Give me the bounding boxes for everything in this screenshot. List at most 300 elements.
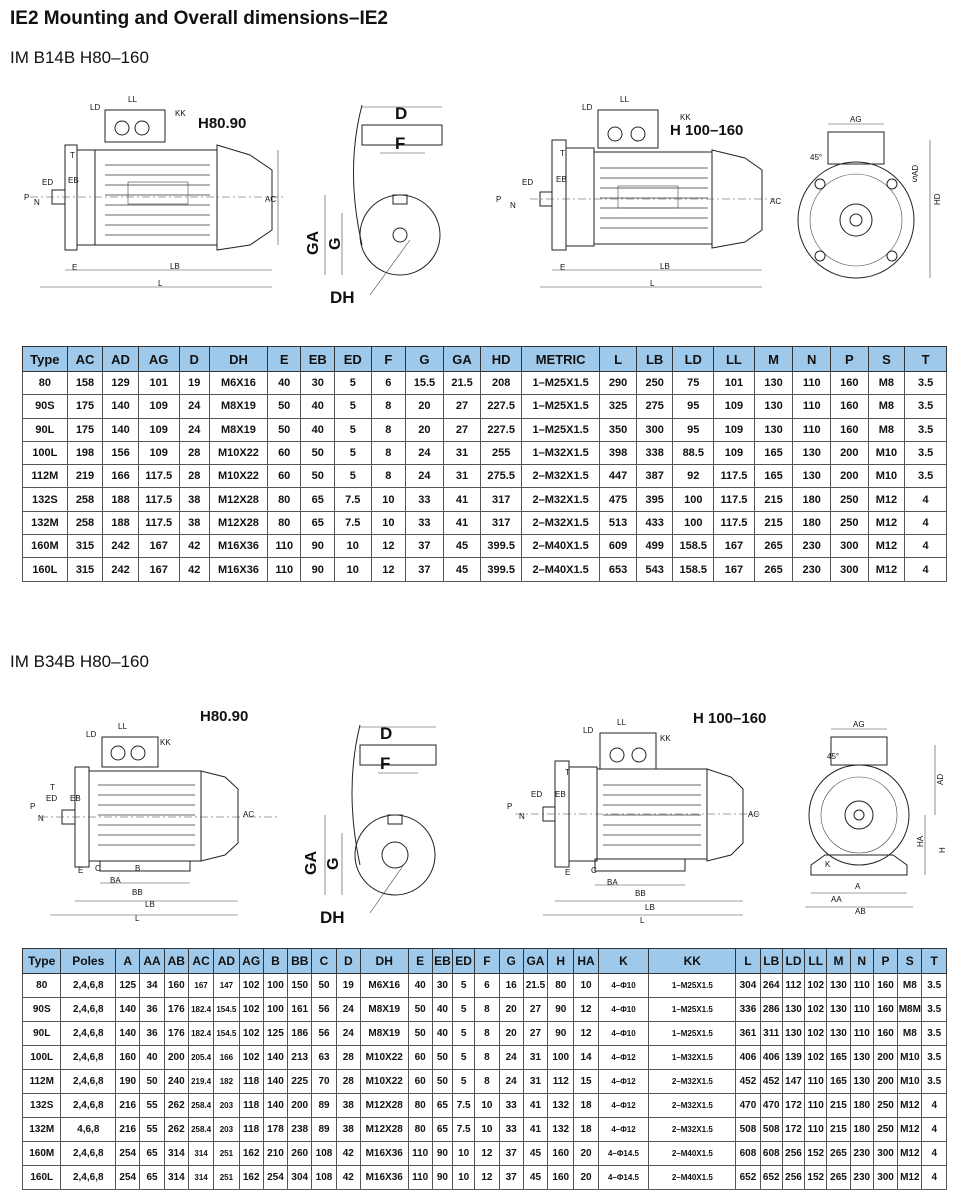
table-row [23, 465, 947, 488]
table-cell: 200 [831, 465, 869, 488]
dim-label-d: D [395, 104, 408, 123]
dim-label-f: F [395, 134, 406, 153]
dim-label-ac: AC [265, 195, 277, 204]
table-cell: 110 [267, 535, 301, 558]
table-cell: 15 [574, 1070, 598, 1094]
table-cell: 160M [23, 1142, 61, 1166]
table-cell: 130 [850, 1070, 873, 1094]
table-cell: 40 [301, 418, 335, 441]
table-cell: 5 [334, 372, 371, 395]
table-cell: 42 [336, 1142, 360, 1166]
column-header: AC [67, 347, 103, 372]
table-cell: 4 [922, 1118, 947, 1142]
column-header: D [179, 347, 209, 372]
table-cell: 100 [263, 998, 287, 1022]
table-cell: 4,6,8 [61, 1118, 116, 1142]
table-cell: 140 [103, 418, 139, 441]
table-cell: 108 [312, 1142, 336, 1166]
table-cell: 162 [239, 1142, 263, 1166]
column-header: F [475, 949, 499, 974]
table-cell: 160 [873, 1022, 897, 1046]
column-header: AD [103, 347, 139, 372]
table-cell: 75 [673, 372, 714, 395]
table-cell: 160L [23, 558, 68, 581]
table-cell: 2–M32X1.5 [522, 511, 600, 534]
table-cell: 118 [239, 1070, 263, 1094]
dim-label-ag: AG [853, 720, 865, 729]
b34-small-size-label: H80.90 [200, 708, 249, 725]
b34-shaft-end-drawing [300, 715, 460, 930]
table-row [23, 488, 947, 511]
table-cell: 2,4,6,8 [61, 998, 116, 1022]
table-cell: 42 [179, 535, 209, 558]
table-cell: 350 [600, 418, 637, 441]
table-cell: 166 [103, 465, 139, 488]
table-cell: 100L [23, 1046, 61, 1070]
table-cell: 41 [523, 1118, 547, 1142]
table-cell: 160 [831, 372, 869, 395]
table-cell: M10 [868, 441, 905, 464]
table-cell: 300 [873, 1142, 897, 1166]
table-cell: 3.5 [922, 1046, 947, 1070]
table-cell: 508 [736, 1118, 760, 1142]
table-cell: 250 [831, 488, 869, 511]
table-cell: 165 [754, 465, 793, 488]
table-cell: 5 [334, 395, 371, 418]
table-cell: 102 [805, 1022, 827, 1046]
table-cell: 608 [760, 1142, 782, 1166]
table-cell: 188 [103, 488, 139, 511]
table-cell: 336 [736, 998, 760, 1022]
table-cell: 4 [922, 1094, 947, 1118]
table-cell: 165 [754, 441, 793, 464]
table-cell: 112 [548, 1070, 574, 1094]
table-cell: 2–M40X1.5 [649, 1142, 736, 1166]
dim-label-ld: LD [583, 726, 594, 735]
dim-label-l: L [158, 279, 163, 288]
table-cell: 160M [23, 535, 68, 558]
section-title-b14: IM B14B H80–160 [10, 48, 149, 67]
dim-label-kk: KK [660, 734, 671, 743]
column-header: AD [214, 949, 239, 974]
table-cell: 109 [138, 441, 179, 464]
table-cell: 38 [179, 511, 209, 534]
dim-label-ba: BA [110, 876, 121, 885]
table-cell: 150 [288, 974, 312, 998]
table-cell: 4 [905, 511, 947, 534]
column-header: AG [138, 347, 179, 372]
table-cell: 117.5 [138, 511, 179, 534]
table-cell: 10 [453, 1166, 475, 1190]
table-cell: 242 [103, 535, 139, 558]
table-cell: 109 [138, 395, 179, 418]
table-cell: 110 [805, 1118, 827, 1142]
table-cell: 10 [371, 488, 406, 511]
table-cell: 219 [67, 465, 103, 488]
table-cell: 18 [574, 1118, 598, 1142]
table-cell: 8 [371, 395, 406, 418]
table-cell: 447 [600, 465, 637, 488]
table-cell: 216 [116, 1094, 140, 1118]
table-cell: 8 [371, 465, 406, 488]
table-cell: 45 [523, 1166, 547, 1190]
dim-label-45deg: 45° [810, 153, 823, 162]
table-cell: 395 [636, 488, 673, 511]
table-cell: 100 [673, 511, 714, 534]
table-cell: 140 [116, 998, 140, 1022]
table-cell: 4 [905, 558, 947, 581]
table-cell: 50 [312, 974, 336, 998]
table-cell: 399.5 [481, 535, 522, 558]
table-row [23, 395, 947, 418]
dim-label-bb: BB [132, 888, 143, 897]
column-header: AC [188, 949, 213, 974]
table-cell: 27 [443, 418, 481, 441]
table-cell: 130 [754, 372, 793, 395]
table-cell: 110 [850, 1022, 873, 1046]
table-cell: 147 [782, 1070, 804, 1094]
table-cell: 100 [263, 974, 287, 998]
table-cell: 92 [673, 465, 714, 488]
table-cell: 215 [754, 511, 793, 534]
dim-label-p: P [24, 193, 30, 202]
table-cell: 314 [188, 1142, 213, 1166]
table-cell: 2,4,6,8 [61, 1094, 116, 1118]
table-cell: 5 [453, 1046, 475, 1070]
table-cell: 90 [432, 1166, 452, 1190]
table-cell: 508 [760, 1118, 782, 1142]
table-cell: 4–Φ10 [598, 974, 649, 998]
table-cell: 80 [23, 974, 61, 998]
table-cell: 2–M32X1.5 [522, 488, 600, 511]
column-header: S [868, 347, 905, 372]
table-cell: 80 [267, 488, 301, 511]
table-cell: 42 [336, 1166, 360, 1190]
table-cell: 109 [714, 441, 755, 464]
table-cell: 100L [23, 441, 68, 464]
table-cell: 132S [23, 1094, 61, 1118]
table-cell: 250 [873, 1094, 897, 1118]
dim-label-d: D [380, 724, 393, 743]
table-cell: 24 [336, 998, 360, 1022]
table-cell: 300 [636, 418, 673, 441]
table-cell: 203 [214, 1094, 239, 1118]
table-cell: 21.5 [523, 974, 547, 998]
table-cell: 230 [793, 535, 831, 558]
table-cell: 24 [179, 418, 209, 441]
table-cell: 399.5 [481, 558, 522, 581]
table-cell: 200 [288, 1094, 312, 1118]
table-row [23, 1046, 947, 1070]
table-cell: 112 [782, 974, 804, 998]
table-cell: 41 [523, 1094, 547, 1118]
table-cell: 258.4 [188, 1118, 213, 1142]
table-cell: 609 [600, 535, 637, 558]
table-cell: 176 [164, 1022, 188, 1046]
table-cell: 10 [334, 535, 371, 558]
table-cell: 37 [406, 535, 444, 558]
dim-label-ed: ED [46, 794, 58, 803]
table-cell: 56 [312, 1022, 336, 1046]
table-cell: 258 [67, 511, 103, 534]
table-cell: M10X22 [360, 1070, 408, 1094]
dim-label-lb: LB [645, 903, 655, 912]
table-cell: 4 [905, 488, 947, 511]
table-cell: 314 [164, 1142, 188, 1166]
table-cell: 8 [371, 418, 406, 441]
table-cell: 225 [288, 1070, 312, 1094]
table-cell: 315 [67, 535, 103, 558]
column-header: GA [523, 949, 547, 974]
table-cell: 167 [188, 974, 213, 998]
dim-label-ed: ED [522, 178, 534, 187]
table-cell: 10 [371, 511, 406, 534]
table-cell: 608 [736, 1142, 760, 1166]
table-cell: 30 [301, 372, 335, 395]
table-cell: M8 [868, 418, 905, 441]
table-cell: 311 [760, 1022, 782, 1046]
table-cell: 205.4 [188, 1046, 213, 1070]
table-cell: 543 [636, 558, 673, 581]
table-cell: 90S [23, 395, 68, 418]
table-cell: 215 [754, 488, 793, 511]
table-cell: 117.5 [138, 465, 179, 488]
table-cell: 1–M25X1.5 [649, 974, 736, 998]
table-cell: 165 [827, 1070, 850, 1094]
table-row [23, 535, 947, 558]
table-cell: 5 [334, 441, 371, 464]
table-cell: 265 [754, 558, 793, 581]
column-header: C [312, 949, 336, 974]
table-cell: M12 [898, 1118, 922, 1142]
table-cell: 89 [312, 1094, 336, 1118]
table-cell: M16X36 [209, 558, 267, 581]
column-header: METRIC [522, 347, 600, 372]
table-cell: 20 [574, 1142, 598, 1166]
table-cell: 304 [288, 1166, 312, 1190]
table-cell: 165 [827, 1046, 850, 1070]
table-cell: 100 [673, 488, 714, 511]
dim-label-ld: LD [582, 103, 593, 112]
table-cell: 28 [336, 1070, 360, 1094]
table-cell: 21.5 [443, 372, 481, 395]
table-cell: 156 [103, 441, 139, 464]
table-cell: 215 [827, 1094, 850, 1118]
table-cell: 2–M40X1.5 [522, 558, 600, 581]
table-cell: 37 [406, 558, 444, 581]
column-header: EB [432, 949, 452, 974]
table-row [23, 511, 947, 534]
table-cell: 167 [714, 535, 755, 558]
table-cell: 80 [548, 974, 574, 998]
dim-label-e: E [565, 868, 571, 877]
table-cell: 31 [443, 441, 481, 464]
table-row [23, 441, 947, 464]
table-cell: 110 [850, 998, 873, 1022]
table-cell: 140 [116, 1022, 140, 1046]
dim-label-eb: EB [556, 175, 567, 184]
table-cell: 38 [179, 488, 209, 511]
table-cell: M12X28 [360, 1118, 408, 1142]
table-cell: 24 [499, 1070, 523, 1094]
table-cell: 20 [574, 1166, 598, 1190]
dim-label-n: N [510, 201, 516, 210]
table-cell: 265 [827, 1166, 850, 1190]
table-cell: M6X16 [209, 372, 267, 395]
table-cell: 4–Φ14.5 [598, 1142, 649, 1166]
table-cell: 12 [475, 1142, 499, 1166]
table-cell: 12 [574, 998, 598, 1022]
table-row [23, 418, 947, 441]
table-cell: 118 [239, 1118, 263, 1142]
table-cell: 160 [831, 395, 869, 418]
table-cell: 102 [805, 974, 827, 998]
table-cell: 38 [336, 1094, 360, 1118]
dim-label-l: L [650, 279, 655, 288]
table-cell: 5 [453, 974, 475, 998]
table-cell: 102 [805, 1046, 827, 1070]
table-cell: 130 [827, 974, 850, 998]
table-cell: 16 [499, 974, 523, 998]
table-cell: 154.5 [214, 998, 239, 1022]
dim-label-l: L [135, 914, 140, 923]
table-cell: 2–M32X1.5 [522, 465, 600, 488]
table-cell: 132 [548, 1094, 574, 1118]
dim-label-ba: BA [607, 878, 618, 887]
table-cell: 162 [239, 1166, 263, 1190]
column-header: LL [805, 949, 827, 974]
table-cell: 7.5 [334, 488, 371, 511]
table-cell: 215 [827, 1118, 850, 1142]
table-cell: 132 [548, 1118, 574, 1142]
table-cell: 433 [636, 511, 673, 534]
table-cell: 27 [523, 998, 547, 1022]
column-header: LD [673, 347, 714, 372]
table-cell: 24 [179, 395, 209, 418]
table-cell: 300 [831, 558, 869, 581]
table-cell: 130 [793, 441, 831, 464]
b34-foot-front-drawing [795, 715, 960, 915]
table-cell: 240 [164, 1070, 188, 1094]
b14-small-side-drawing [10, 90, 290, 305]
table-cell: 31 [523, 1046, 547, 1070]
column-header: DH [209, 347, 267, 372]
table-cell: 317 [481, 511, 522, 534]
table-header-row [23, 949, 947, 974]
table-cell: 20 [406, 395, 444, 418]
table-cell: 4–Φ12 [598, 1094, 649, 1118]
table-cell: 180 [850, 1094, 873, 1118]
table-row [23, 1142, 947, 1166]
table-cell: 40 [432, 998, 452, 1022]
dim-label-t: T [560, 149, 565, 158]
table-cell: 406 [760, 1046, 782, 1070]
dim-label-ga: GA [305, 231, 322, 255]
dim-label-f: F [380, 754, 391, 773]
table-cell: 3.5 [905, 372, 947, 395]
table-cell: 6 [371, 372, 406, 395]
table-cell: M12 [868, 511, 905, 534]
table-cell: 2,4,6,8 [61, 974, 116, 998]
column-header: B [263, 949, 287, 974]
column-header: LL [714, 347, 755, 372]
table-cell: 256 [782, 1142, 804, 1166]
column-header: GA [443, 347, 481, 372]
dim-label-ll: LL [118, 722, 127, 731]
table-cell: 262 [164, 1118, 188, 1142]
table-cell: 314 [164, 1166, 188, 1190]
table-cell: 251 [214, 1142, 239, 1166]
b14-shaft-end-drawing [300, 95, 460, 310]
dim-label-c: C [95, 864, 101, 873]
table-row [23, 974, 947, 998]
table-cell: 175 [67, 395, 103, 418]
b34-large-size-label: H 100–160 [693, 710, 767, 727]
table-cell: 95 [673, 395, 714, 418]
table-cell: 90L [23, 1022, 61, 1046]
table-cell: 258 [67, 488, 103, 511]
table-cell: 208 [481, 372, 522, 395]
table-cell: 275 [636, 395, 673, 418]
table-cell: 37 [499, 1166, 523, 1190]
table-cell: 63 [312, 1046, 336, 1070]
column-header: Type [23, 949, 61, 974]
table-cell: 290 [600, 372, 637, 395]
table-cell: 95 [673, 418, 714, 441]
table-cell: 8 [371, 441, 406, 464]
b14-flange-front-drawing [790, 110, 955, 295]
table-cell: 176 [164, 998, 188, 1022]
table-cell: M16X36 [360, 1166, 408, 1190]
table-cell: 101 [714, 372, 755, 395]
table-cell: 33 [406, 511, 444, 534]
table-cell: 1–M25X1.5 [649, 998, 736, 1022]
table-cell: 167 [714, 558, 755, 581]
table-cell: M12 [868, 558, 905, 581]
table-cell: M12 [868, 488, 905, 511]
table-cell: 499 [636, 535, 673, 558]
table-cell: 130 [793, 465, 831, 488]
b14-small-size-label: H80.90 [198, 115, 247, 132]
table-cell: 31 [443, 465, 481, 488]
table-cell: 65 [432, 1118, 452, 1142]
table-cell: 60 [267, 441, 301, 464]
table-cell: M10X22 [360, 1046, 408, 1070]
table-cell: M10X22 [209, 441, 267, 464]
dim-label-lb: LB [145, 900, 155, 909]
table-cell: 200 [164, 1046, 188, 1070]
table-cell: 161 [288, 998, 312, 1022]
table-cell: 80 [23, 372, 68, 395]
table-cell: 40 [140, 1046, 164, 1070]
table-cell: 40 [267, 372, 301, 395]
table-cell: M8 [868, 395, 905, 418]
table-row [23, 998, 947, 1022]
dim-label-s: S [912, 175, 918, 184]
table-cell: 19 [179, 372, 209, 395]
table-cell: 80 [408, 1118, 432, 1142]
table-cell: 102 [805, 998, 827, 1022]
table-cell: 102 [239, 1046, 263, 1070]
dim-label-lb: LB [170, 262, 180, 271]
dim-label-aa: AA [831, 895, 842, 904]
table-cell: 4–Φ10 [598, 1022, 649, 1046]
table-cell: 117.5 [138, 488, 179, 511]
column-header: HD [481, 347, 522, 372]
table-cell: 33 [406, 488, 444, 511]
table-cell: 4 [905, 535, 947, 558]
table-cell: 117.5 [714, 511, 755, 534]
